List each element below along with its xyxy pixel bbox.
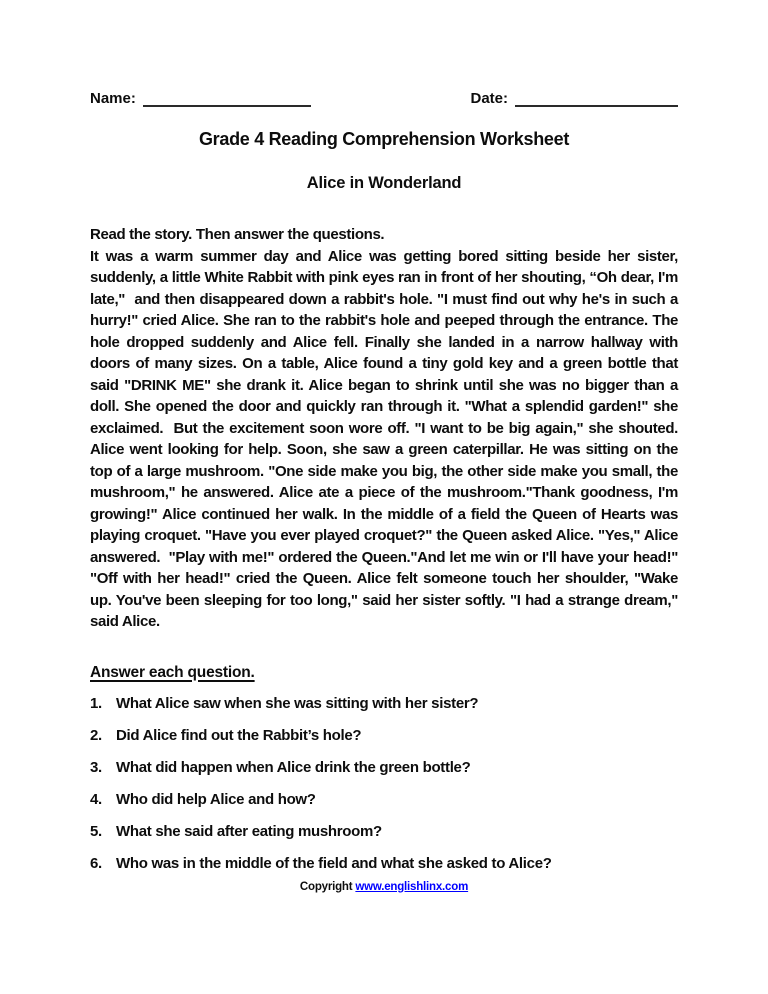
question-number: 3. <box>90 758 102 776</box>
date-label: Date: <box>470 90 508 107</box>
question-item <box>90 853 678 874</box>
copyright-label: Copyright <box>299 880 356 893</box>
question-text: What Alice saw when she was sitting with her sister? <box>116 694 479 712</box>
name-date-row <box>90 90 678 107</box>
instruction-text: Read the story. Then answer the questions. <box>90 226 385 243</box>
question-number: 1. <box>90 694 102 712</box>
story-text: It was a warm summer day and Alice was getting bored sitting beside her sister, suddenly, a little White Rabbit with pink eyes ran in front of her shouting, “Oh dear, I'm late," and then disappeared down a rabbit's hole. "I must find out why he's in such a hurry!" cried Alice. She ran to the rabbit's hole and peeped through the entrance. The hole dropped suddenly and Alice fell. Finally she landed in a narrow hallway with doors of many sizes. On a table, Alice found a tiny gold key and a green bottle that said "DRINK ME" she drank it. Alice began to shrink until she was no bigger than a doll. She opened the door and quickly ran through it. "What a splendid garden!" she exclaimed. But the excitement soon wore off. "I want to be big again," she shouted. Alice went looking for help. Soon, she saw a green caterpillar. He was sitting on the top of a large mushroom. "One side make you big, the other side make you small, the mushroom," he answered. Alice ate a piece of the mushroom."Thank goodness, I'm growing!" Alice continued her walk. In the middle of a field the Queen of Hearts was playing croquet. "Have you ever played croquet?" the Queen asked Alice. "Yes," Alice answered. "Play with me!" ordered the Queen."And let me win or I'll have your head!" "Off with her head!" cried the Queen. Alice felt someone touch her shoulder, "Wake up. You've been sleeping for too long," said her sister softly. "I had a strange dream," said Alice. <box>90 247 682 630</box>
question-text: What did happen when Alice drink the green bottle? <box>116 758 471 776</box>
name-blank-line <box>143 92 311 107</box>
question-item <box>90 821 678 842</box>
question-text: Who was in the middle of the field and what she asked to Alice? <box>116 854 552 872</box>
footer <box>90 881 678 893</box>
question-item <box>90 757 678 778</box>
story-title: Alice in Wonderland <box>306 174 462 192</box>
question-item <box>90 725 678 746</box>
question-text: What she said after eating mushroom? <box>116 822 382 840</box>
page-title: Grade 4 Reading Comprehension Worksheet <box>198 129 570 149</box>
question-number: 4. <box>90 790 102 808</box>
story-section <box>90 224 682 633</box>
question-number: 2. <box>90 726 102 744</box>
name-label: Name: <box>90 90 136 107</box>
question-item <box>90 693 678 714</box>
question-item <box>90 789 678 810</box>
question-number: 5. <box>90 822 102 840</box>
englishlinx-link[interactable]: www.englishlinx.com <box>355 880 469 893</box>
question-list <box>90 693 678 874</box>
question-text: Did Alice find out the Rabbit’s hole? <box>116 726 362 744</box>
name-field <box>90 90 311 107</box>
questions-heading: Answer each question. <box>90 663 255 681</box>
question-text: Who did help Alice and how? <box>116 790 316 808</box>
date-blank-line <box>515 92 678 107</box>
date-field <box>470 90 678 107</box>
question-number: 6. <box>90 854 102 872</box>
